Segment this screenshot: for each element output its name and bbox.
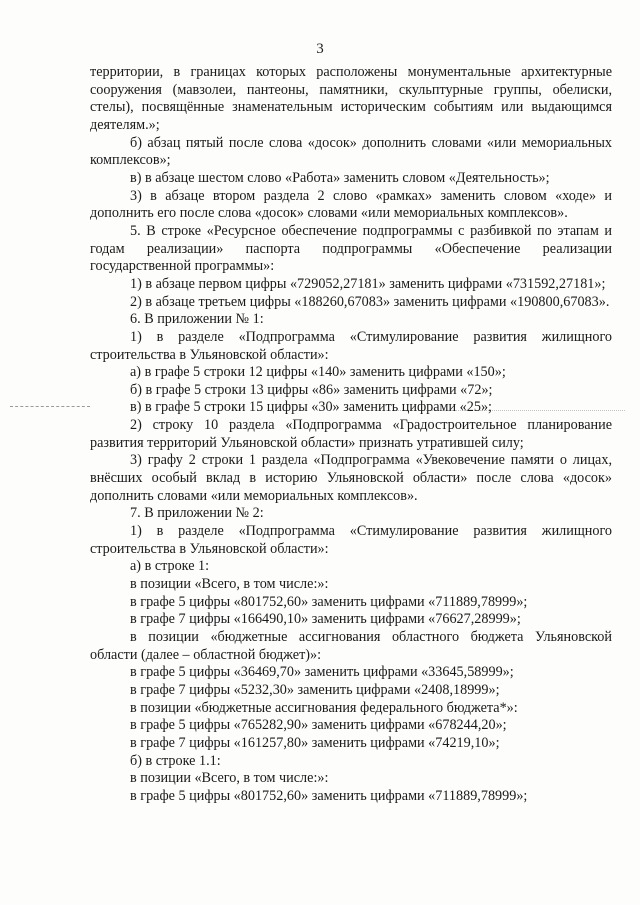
paragraph: в графе 5 цифры «801752,60» заменить цифрами «711889,78999»; <box>130 787 528 804</box>
page-number: 3 <box>316 41 324 57</box>
paragraph: 2) в абзаце третьем цифры «188260,67083» заменить цифрами «190800,67083». <box>130 293 610 310</box>
paragraph: 7. В приложении № 2: <box>130 505 264 522</box>
paragraph: в позиции «Всего, в том числе:»: <box>130 576 329 593</box>
paragraph: в) в графе 5 строки 15 цифры «30» заменить цифрами «25»; <box>130 399 492 416</box>
paragraph: 1) в разделе «Подпрограмма «Стимулирование развития жилищного строительства в Ульяновской области»: <box>90 523 612 557</box>
paragraph: в позиции «Всего, в том числе:»: <box>130 770 329 787</box>
paragraph: в графе 5 цифры «36469,70» заменить цифрами «33645,58999»; <box>130 664 514 681</box>
paragraph: б) абзац пятый после слова «досок» дополнить словами «или мемориальных комплексов»; <box>90 134 612 169</box>
paragraph: в графе 5 цифры «801752,60» заменить цифрами «711889,78999»; <box>130 593 528 610</box>
paragraph: а) в графе 5 строки 12 цифры «140» заменить цифрами «150»; <box>130 364 506 381</box>
paragraph: б) в строке 1.1: <box>130 752 221 769</box>
document-body <box>90 64 612 806</box>
paragraph: а) в строке 1: <box>130 558 210 575</box>
scan-artifact-line <box>10 406 90 408</box>
paragraph: в графе 7 цифры «166490,10» заменить цифрами «76627,28999»; <box>130 611 521 628</box>
paragraph: б) в графе 5 строки 13 цифры «86» заменить цифрами «72»; <box>130 381 493 398</box>
paragraph: 2) строку 10 раздела «Подпрограмма «Градостроительное планирование развития территорий Ульяновской области» признать утратившей силу; <box>90 417 612 451</box>
paragraph: 1) в разделе «Подпрограмма «Стимулирование развития жилищного строительства в Ульяновской области»: <box>90 328 612 363</box>
paragraph: в) в абзаце шестом слово «Работа» заменить словом «Деятельность»; <box>130 169 550 186</box>
paragraph: 3) в абзаце втором раздела 2 слово «рамках» заменить словом «ходе» и дополнить его после слова «досок» словами «или мемориальных комплексов». <box>90 187 612 222</box>
paragraph: 3) графу 2 строки 1 раздела «Подпрограмма «Увековечение памяти о лицах, внёсших особый вклад в историю Ульяновской области» после слова «досок» дополнить словами «или мемориальных комплексов». <box>90 452 612 504</box>
paragraph: в позиции «бюджетные ассигнования областного бюджета Ульяновской области (далее – областной бюджет)»: <box>90 629 612 663</box>
paragraph: в графе 7 цифры «5232,30» заменить цифрами «2408,18999»; <box>130 681 500 698</box>
paragraph: в графе 5 цифры «765282,90» заменить цифрами «678244,20»; <box>130 717 507 734</box>
paragraph: 5. В строке «Ресурсное обеспечение подпрограммы с разбивкой по этапам и годам реализации» паспорта подпрограммы «Обеспечение реализации государственной программы»: <box>90 222 612 275</box>
paragraph: 1) в абзаце первом цифры «729052,27181» заменить цифрами «731592,27181»; <box>130 275 606 292</box>
paragraph: в позиции «бюджетные ассигнования федерального бюджета*»: <box>130 699 518 716</box>
paragraph: территории, в границах которых расположены монументальные архитектурные сооружения (мавзолеи, пантеоны, памятники, скульптурные группы, обелиски, стелы), посвящённые знаменательным историческим событиям или выдающимся деятелям.»; <box>90 64 612 133</box>
paragraph: 6. В приложении № 1: <box>130 311 264 328</box>
paragraph: в графе 7 цифры «161257,80» заменить цифрами «74219,10»; <box>130 734 500 751</box>
